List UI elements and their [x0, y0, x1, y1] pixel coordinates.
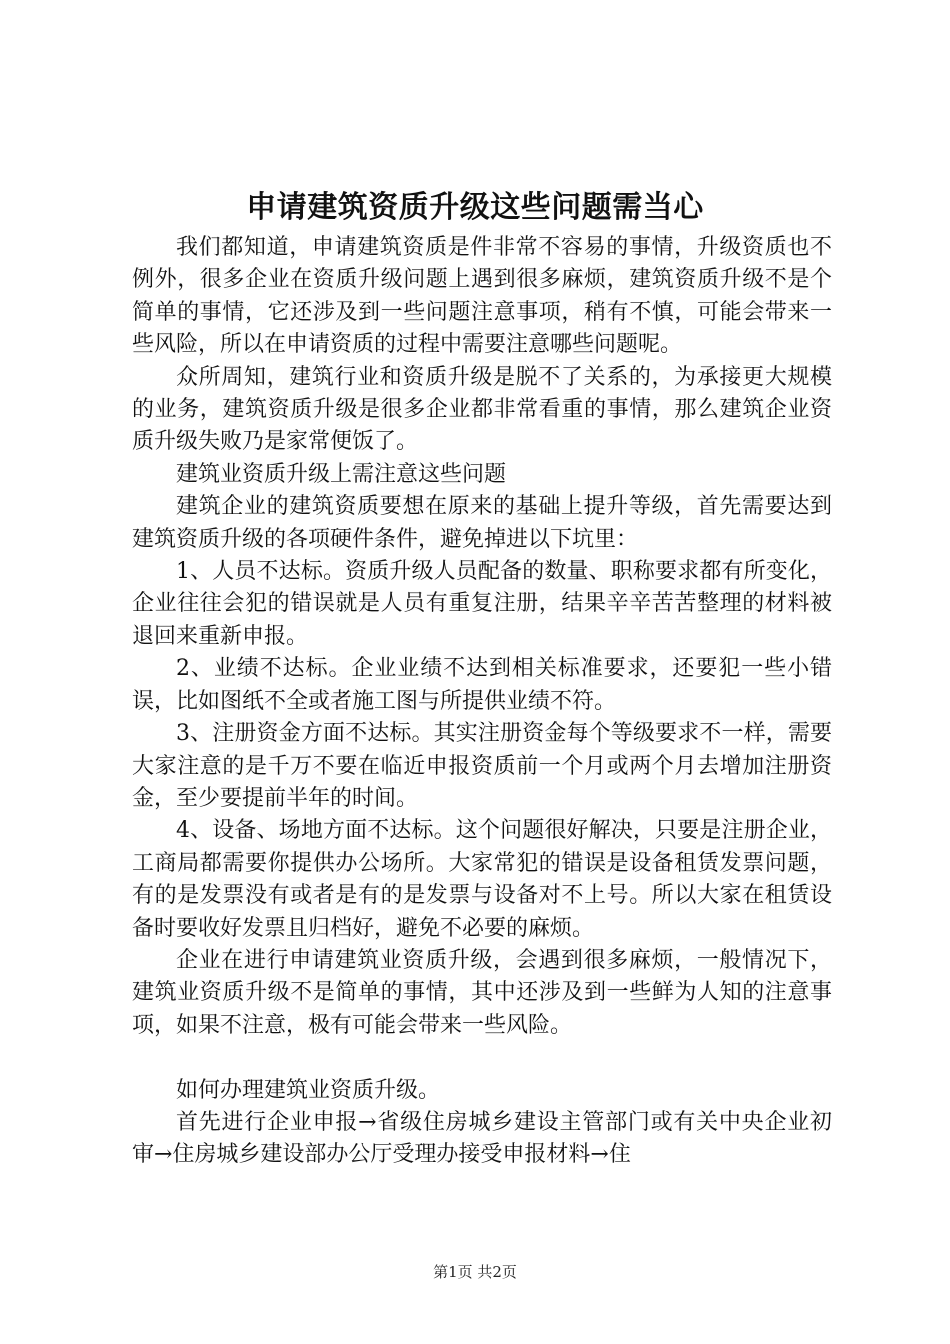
list-item-performance: 2、业绩不达标。企业业绩不达到相关标准要求，还要犯一些小错误，比如图纸不全或者施工图与所提供业绩不符。	[132, 656, 832, 714]
document-body	[132, 232, 832, 1172]
section-heading-howto: 如何办理建筑业资质升级。	[176, 1077, 441, 1103]
paragraph-process: 首先进行企业申报→省级住房城乡建设主管部门或有关中央企业初审→住房城乡建设部办公厅受理办接受申报材料→住	[132, 1109, 832, 1168]
document-title: 申请建筑资质升级这些问题需当心	[246, 190, 704, 225]
paragraph-background: 众所周知，建筑行业和资质升级是脱不了关系的，为承接更大规模的业务，建筑资质升级是很多企业都非常看重的事情，那么建筑企业资质升级失败乃是家常便饭了。	[132, 364, 832, 455]
page-number: 第1页 共2页	[433, 1263, 517, 1281]
list-item-capital: 3、注册资金方面不达标。其实注册资金每个等级要求不一样，需要大家注意的是千万不要在临近申报资质前一个月或两个月去增加注册资金，至少要提前半年的时间。	[132, 721, 832, 811]
paragraph-summary: 企业在进行申请建筑业资质升级，会遇到很多麻烦，一般情况下，建筑业资质升级不是简单的事情，其中还涉及到一些鲜为人知的注意事项，如果不注意，极有可能会带来一些风险。	[132, 947, 832, 1038]
paragraph-requirements: 建筑企业的建筑资质要想在原来的基础上提升等级，首先需要达到建筑资质升级的各项硬件条件，避免掉进以下坑里：	[132, 494, 832, 552]
list-item-personnel: 1、人员不达标。资质升级人员配备的数量、职称要求都有所变化，企业往往会犯的错误就是人员有重复注册，结果辛辛苦苦整理的材料被退回来重新申报。	[132, 559, 832, 649]
paragraph-intro: 我们都知道，申请建筑资质是件非常不容易的事情，升级资质也不例外，很多企业在资质升级问题上遇到很多麻烦，建筑资质升级不是个简单的事情，它还涉及到一些问题注意事项，稍有不慎，可能会带来一些风险，所以在申请资质的过程中需要注意哪些问题呢。	[132, 235, 832, 358]
list-item-equipment: 4、设备、场地方面不达标。这个问题很好解决，只要是注册企业，工商局都需要你提供办公场所。大家常犯的错误是设备租赁发票问题，有的是发票没有或者是有的是发票与设备对不上号。所以大家在租赁设备时要收好发票且归档好，避免不必要的麻烦。	[132, 818, 832, 941]
section-heading-issues: 建筑业资质升级上需注意这些问题	[176, 461, 507, 487]
